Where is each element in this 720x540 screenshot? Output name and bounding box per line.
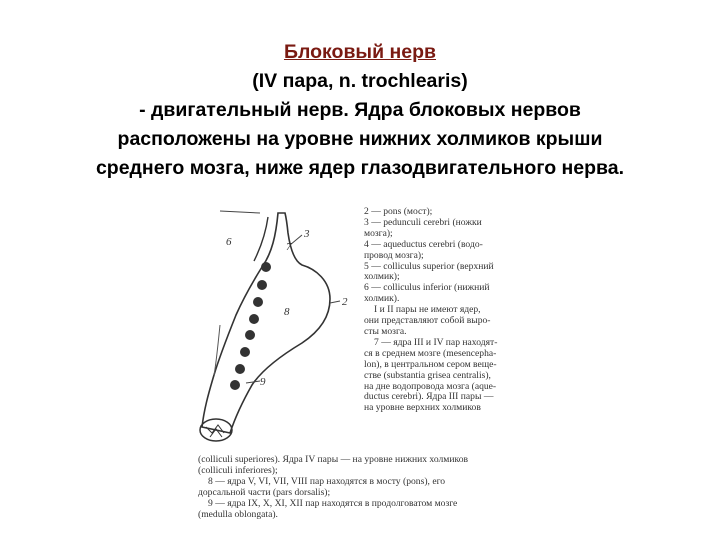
figure-label: 2 — [342, 296, 348, 308]
caption-line: холмик); — [364, 272, 400, 283]
figure-label: 7 — [286, 241, 292, 253]
caption-line: (colliculi inferiores); — [198, 465, 278, 476]
caption-line: 2 — pons (мост); — [364, 207, 433, 217]
figure-label: 9 — [260, 376, 266, 388]
leader-line — [330, 301, 340, 303]
caption-line: дорсальной части (pars dorsalis); — [198, 487, 331, 498]
caption-line: 4 — aqueductus cerebri (водо- — [364, 239, 483, 250]
caption-line: 7 — ядра III и IV пар находят- — [374, 337, 498, 348]
caption-line: холмик). — [364, 294, 400, 305]
figure-label: 6 — [226, 236, 232, 248]
figure-bottom-caption — [198, 455, 532, 520]
leader-line — [290, 235, 302, 245]
nucleus-dot — [253, 297, 263, 307]
caption-line: 8 — ядра V, VI, VII, VIII пар находятся в мосту (pons), его — [208, 476, 446, 487]
figure-label: 3 — [304, 228, 310, 240]
caption-line: 3 — pedunculi cerebri (ножки — [364, 217, 482, 228]
nucleus-dot — [230, 380, 240, 390]
nucleus-dot — [240, 347, 250, 357]
leader-line — [220, 211, 260, 213]
caption-line: 5 — colliculus superior (верхний — [364, 261, 494, 272]
caption-line: (colliculi superiores). Ядра IV пары — на уровне нижних холмиков — [198, 455, 469, 465]
caption-line: стве (substantia grisea centralis), — [364, 370, 491, 381]
aqueduct-line — [254, 217, 268, 261]
caption-line: на уровне верхних холмиков — [364, 403, 481, 414]
caption-line: мозга); — [364, 228, 393, 239]
title-line-5: среднего мозга, ниже ядер глазодвигательного нерва. — [95, 157, 625, 179]
brainstem-illustration — [190, 205, 370, 465]
caption-line: они представляют собой выро- — [364, 316, 491, 327]
caption-line: (medulla oblongata). — [198, 509, 278, 520]
nucleus-dot — [261, 262, 271, 272]
figure-side-caption — [364, 207, 532, 414]
slide-title — [0, 38, 720, 183]
title-line-3: - двигательный нерв. Ядра блоковых нервов — [139, 99, 581, 121]
caption-line: провод мозга); — [364, 250, 424, 261]
caption-line: на дне водопровода мозга (aque- — [364, 381, 497, 392]
caption-line: lon), в центральном сером веще- — [364, 359, 497, 370]
title-line-4: расположены на уровне нижних холмиков крыши — [117, 128, 603, 150]
nucleus-dot — [249, 314, 259, 324]
brainstem-outline — [202, 213, 330, 433]
caption-line: ся в среднем мозге (mesencepha- — [364, 348, 497, 359]
caption-line: 9 — ядра IX, X, XI, XII пар находятся в продолговатом мозге — [208, 498, 458, 509]
caption-line: сты мозга. — [364, 326, 407, 337]
nucleus-dot — [257, 280, 267, 290]
caption-line: 6 — colliculus inferior (нижний — [364, 283, 490, 294]
nucleus-dot — [235, 364, 245, 374]
title-line-2: (IV пара, n. trochlearis) — [252, 70, 468, 92]
nucleus-dot — [245, 330, 255, 340]
title-line-1: Блоковый нерв — [283, 41, 437, 63]
caption-line: I и II пары не имеют ядер, — [374, 305, 481, 316]
figure-label: 8 — [284, 306, 290, 318]
caption-line: ductus cerebri). Ядра III пары — — [364, 392, 494, 403]
